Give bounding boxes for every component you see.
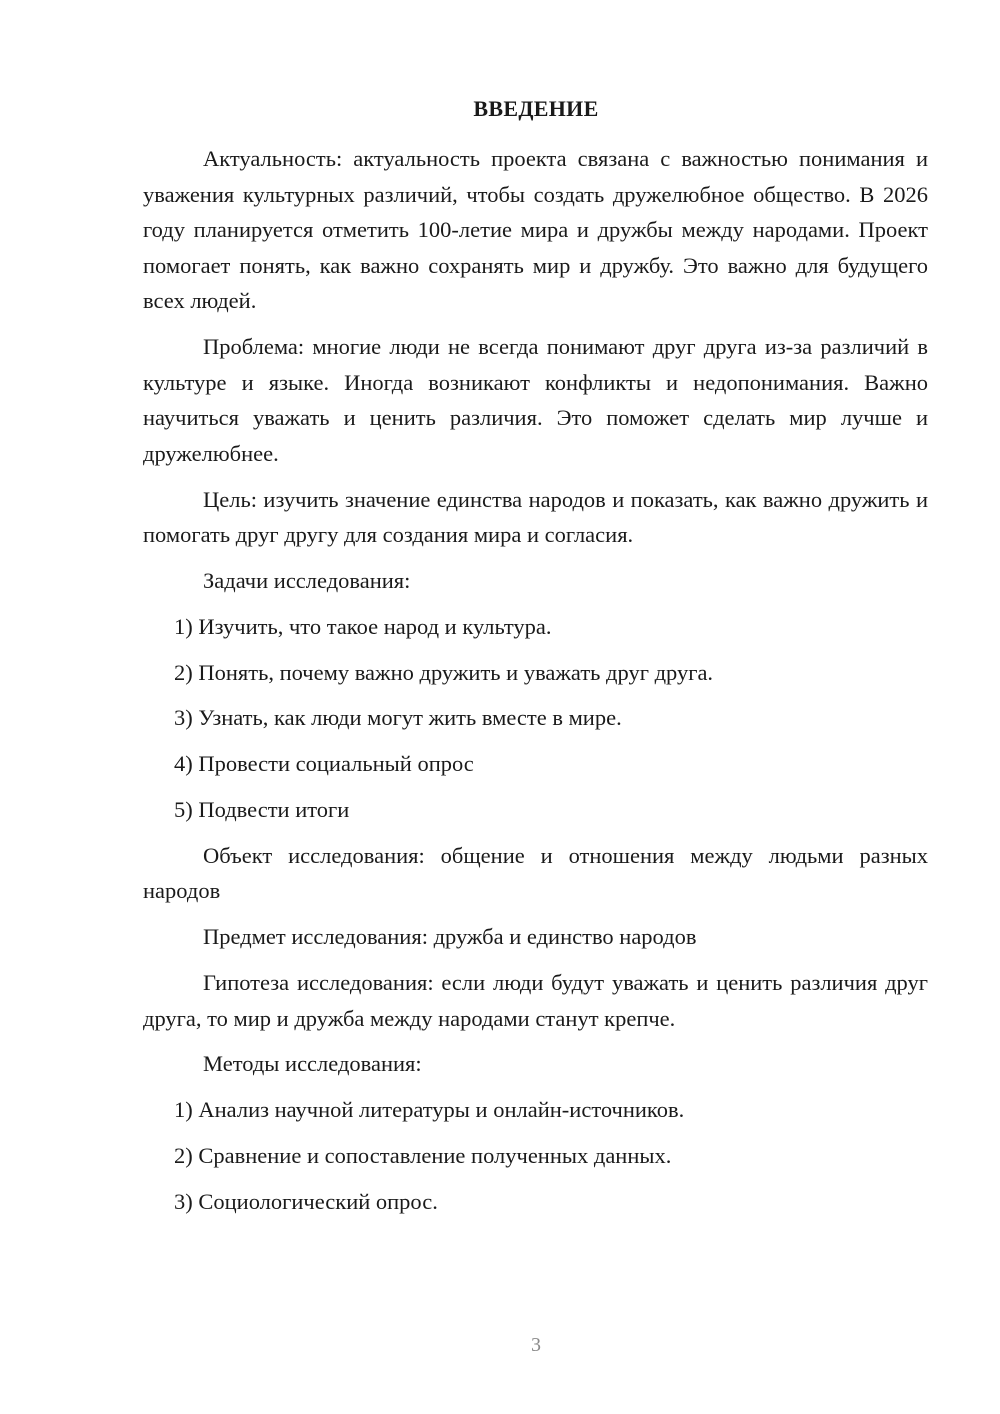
list-item: 2) Сравнение и сопоставление полученных данных. (174, 1142, 672, 1168)
list-item: 1) Изучить, что такое народ и культура. (174, 613, 552, 639)
list-item: 3) Узнать, как люди могут жить вместе в мире. (174, 705, 622, 731)
document-body (143, 141, 928, 1229)
hypothesis-paragraph: Гипотеза исследования: если люди будут уважать и ценить различия друг друга, то мир и дружба между народами станут крепче. (143, 969, 928, 1031)
tasks-list (143, 609, 928, 828)
list-item: 4) Провести социальный опрос (174, 751, 474, 777)
page-number: 3 (531, 1334, 541, 1356)
goal-paragraph: Цель: изучить значение единства народов и показать, как важно дружить и помогать друг другу для создания мира и согласия. (143, 486, 928, 548)
section-heading: ВВЕДЕНИЕ (473, 96, 599, 121)
object-paragraph: Объект исследования: общение и отношения между людьми разных народов (143, 842, 928, 904)
subject-paragraph: Предмет исследования: дружба и единство народов (203, 924, 697, 950)
list-item: 2) Понять, почему важно дружить и уважать друг друга. (174, 659, 714, 685)
tasks-title: Задачи исследования: (203, 568, 411, 594)
relevance-paragraph: Актуальность: актуальность проекта связана с важностью понимания и уважения культурных различий, чтобы создать дружелюбное общество. В 2026 году планируется отметить 100-летие мира и дружбы между народами. Проект помогает понять, как важно сохранять мир и дружбу. Это важно для будущего всех людей. (143, 146, 928, 314)
list-item: 5) Подвести итоги (174, 797, 350, 822)
problem-paragraph: Проблема: многие люди не всегда понимают друг друга из-за различий в культуре и языке. Иногда возникают конфликты и недопонимания. Важно научиться уважать и ценить различия. Это поможет сделать мир лучше и дружелюбнее. (143, 334, 928, 466)
methods-list (143, 1092, 928, 1219)
methods-title: Методы исследования: (203, 1051, 422, 1077)
list-item: 3) Социологический опрос. (174, 1188, 438, 1214)
list-item: 1) Анализ научной литературы и онлайн-источников. (174, 1097, 685, 1123)
